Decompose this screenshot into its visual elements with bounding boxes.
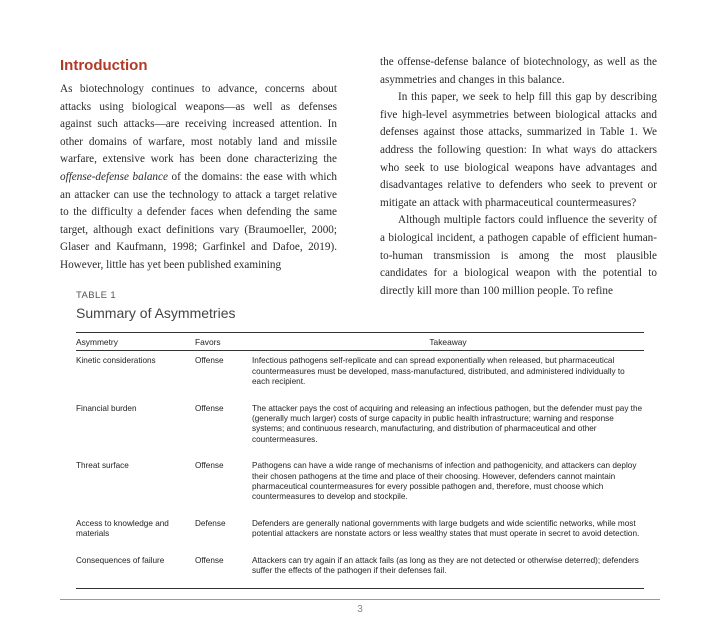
section-heading: Introduction (60, 57, 148, 74)
header-asymmetry: Asymmetry (76, 333, 195, 351)
asymmetry-cell: Access to knowledge and materials (76, 518, 169, 539)
intro-paragraph-2: In this paper, we seek to help fill this gap by describing five high-level asymmetries between biological attacks and defenses against those attacks, summarized in Table 1. We address the following question: In what ways do attackers who seek to use biological weapons have advantages and disadvantages relative to defenders who seek to prevent or mitigate an attack with pharmaceutical countermeasures? (380, 91, 657, 209)
intro-paragraph-3: Although multiple factors could influence the severity of a biological incident, a pathogen capable of efficient human-to-human transmission is among the most plausible candidates for a biological weapon with the potential to directly kill more than 100 million people. To refine (380, 214, 657, 297)
asymmetry-cell: Threat surface (76, 461, 129, 471)
favors-cell: Offense (195, 403, 224, 413)
asymmetry-cell: Financial burden (76, 403, 137, 413)
intro-paragraph-1: As biotechnology continues to advance, concerns about attacks using biological weapons—as well as defenses against such attacks—are receiving increased attention. In other domains of warfare, most notably land and missile warfare, extensive work has been done characterizing the offense-defense balance of the domains: the ease with which an attacker can use the technology to attack a target relative to the difficulty a defender faces when defending the same target, although exact definitions vary (Braumoeller, 2000; Glaser and Kaufmann, 1998; Garfinkel and Dafoe, 2019). However, little has yet been published examining (60, 83, 338, 271)
takeaway-cell: Infectious pathogens self-replicate and can spread exponentially when released, but pharmaceutical countermeasures must be developed, mass-manufactured, distributed, and administered individually to each recipient. (252, 356, 625, 387)
left-column (60, 54, 337, 275)
header-takeaway: Takeaway (252, 333, 644, 351)
right-column (380, 54, 657, 300)
page-number: 3 (357, 604, 363, 615)
emphasis-term: offense-defense balance (60, 170, 168, 183)
favors-cell: Offense (195, 555, 224, 565)
asymmetry-cell: Kinetic considerations (76, 356, 156, 366)
table-kicker: TABLE 1 (76, 290, 117, 301)
intro-paragraph-1-continued: the offense-defense balance of biotechnology, as well as the asymmetries and changes in this balance. (380, 56, 657, 86)
table-header-row (76, 333, 644, 351)
table-row (76, 456, 644, 514)
takeaway-cell: The attacker pays the cost of acquiring and releasing an infectious pathogen, but the defender must pay the (generally much larger) costs of surge capacity in public health infrastructure; warning and response systems; and continuous research, manufacturing, and distribution of pharmaceutical and other countermeasures. (252, 403, 643, 444)
favors-cell: Offense (195, 461, 224, 471)
asymmetry-cell: Consequences of failure (76, 555, 165, 565)
favors-cell: Offense (195, 356, 224, 366)
asymmetry-table (76, 332, 644, 589)
table-row (76, 551, 644, 588)
research-question: In what ways do attackers who seek to use biological weapons have advantages and disadvantages relative to defenders who seek to prevent or mitigate an attack with pharmaceutical countermeasures? (380, 143, 657, 209)
table-row (76, 351, 644, 399)
asymmetry-table-block (76, 290, 644, 589)
favors-cell: Defense (195, 518, 226, 528)
takeaway-cell: Attackers can try again if an attack fails (as long as they are not detected or otherwise deterred); defenders suffer the effects of the pathogen if their defenses fail. (252, 555, 639, 576)
footer-divider (60, 599, 660, 600)
table-row (76, 514, 644, 551)
takeaway-cell: Defenders are generally national governments with large budgets and wide scientific networks, while most potential attackers are nonstate actors or less wealthy states that must operate in secret to avoid detection. (252, 518, 640, 539)
table-row (76, 399, 644, 457)
takeaway-cell: Pathogens can have a wide range of mechanisms of infection and pathogenicity, and attackers can deploy their chosen pathogens at the time and place of their choosing. However, defenders cannot maintain pharmaceutical countermeasures for every possible pathogen and, therefore, must choose which countermeasures to develop and stockpile. (252, 461, 637, 502)
table-title: Summary of Asymmetries (76, 305, 236, 321)
header-favors: Favors (195, 333, 252, 351)
